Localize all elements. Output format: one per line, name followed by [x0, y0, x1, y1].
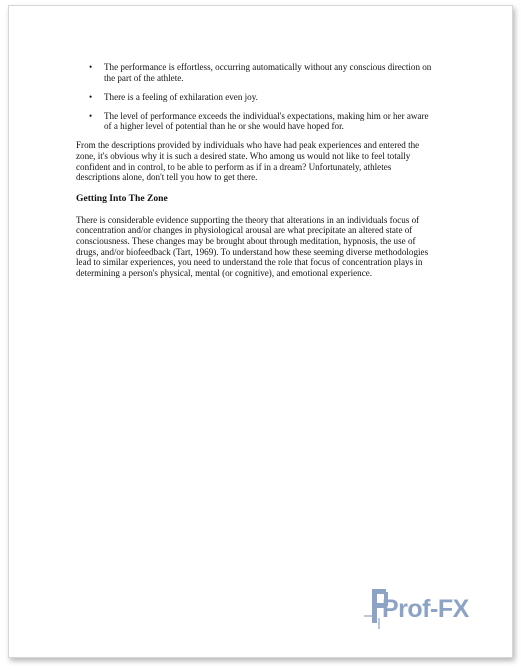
bullet-icon: • — [89, 91, 93, 102]
bullet-icon: • — [89, 62, 93, 72]
bullet-text: There is a feeling of exhilaration even joy. — [104, 91, 258, 102]
watermark-logo — [360, 585, 490, 635]
bullet-item — [76, 111, 432, 132]
bullet-item — [76, 62, 432, 83]
bullet-text: The performance is effortless, occurring automatically without any conscious direction on the part of the athlete. — [104, 62, 432, 83]
bullet-icon: • — [89, 110, 93, 121]
bullet-item — [76, 92, 432, 103]
bullet-text: The level of performance exceeds the individual's expectations, making him or her aware of a higher level of potential than he or she would have hoped for. — [104, 110, 429, 132]
watermark-text: Prof-FX — [382, 595, 469, 623]
document-content — [76, 62, 432, 288]
paragraph-evidence: There is considerable evidence supporting the theory that alterations in an individuals focus of concentration and/or changes in physiological arousal are what precipitate an altered state of consciousness. These changes may be brought about through meditation, hypnosis, the use of drugs, and/or biofeedback (Tart, 1969). To understand how these seeming diverse methodologies lead to similar experiences, you need to understand the role that focus of concentration plays in determining a person's physical, mental (or cognitive), and emotional experience. — [76, 214, 429, 278]
section-heading: Getting Into The Zone — [76, 192, 168, 204]
bullet-list — [76, 62, 432, 132]
paragraph-peak-experiences: From the descriptions provided by individuals who have had peak experiences and entered the zone, it's obvious why it is such a desired state. Who among us would not like to feel totally confident and in control, to be able to perform as if in a dream? Unfortunately, athletes descriptions alone, don't tell you how to get there. — [76, 140, 420, 183]
